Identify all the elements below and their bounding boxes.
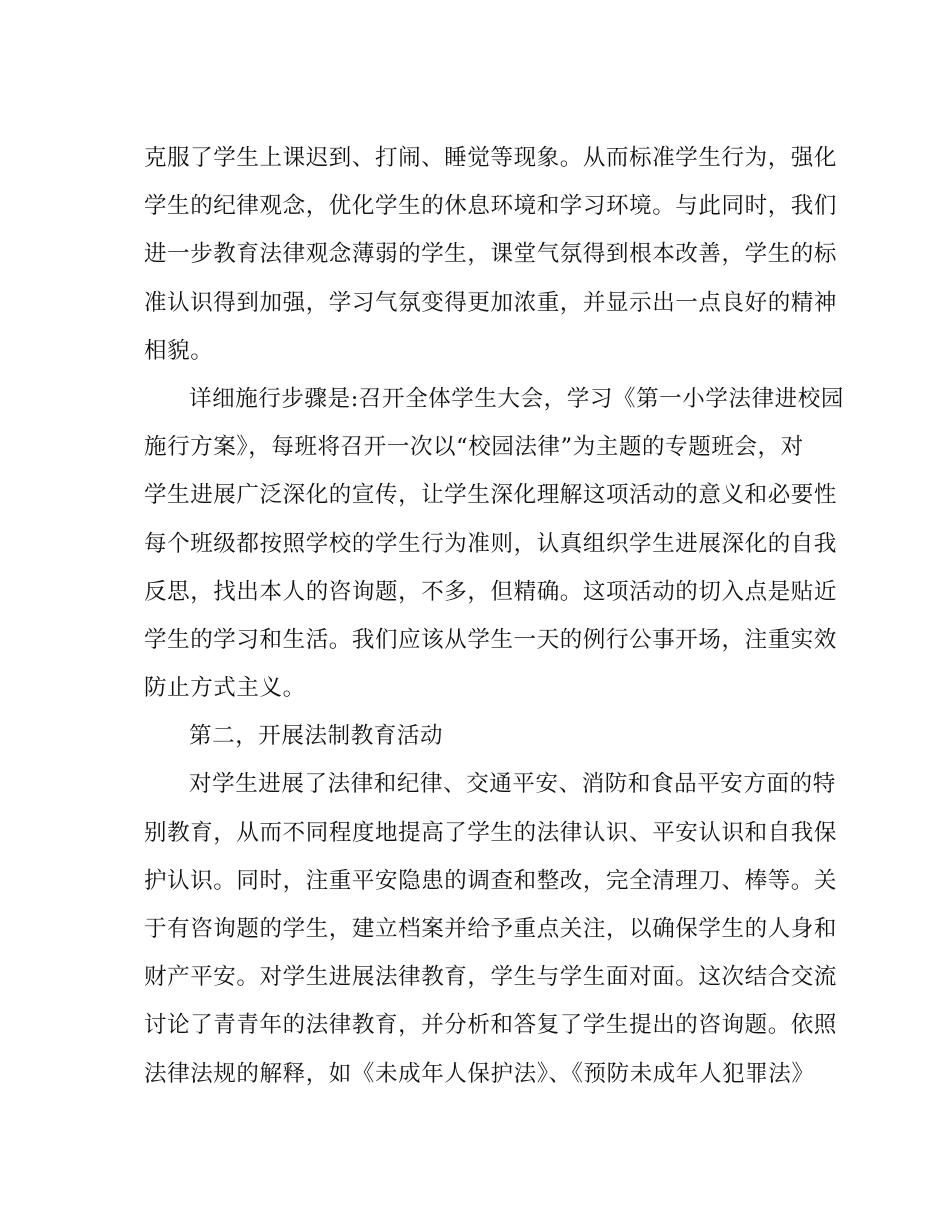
text-line: 于有咨询题的学生，建立档案并给予重点关注，以确保学生的人身和 [144, 916, 838, 942]
text-line: 准认识得到加强，学习气氛变得更加浓重，并显示出一点良好的精神 [144, 289, 838, 316]
text-line: 学生进展广泛深化的宣传，让学生深化理解这项活动的意义和必要性 [144, 482, 838, 509]
paragraph-first-line: 对学生进展了法律和纪律、交通平安、消防和食品平安方面的特 [189, 771, 836, 798]
paragraph-first-line: 详细施行步骤是:召开全体学生大会，学习《第一小学法律进校园 [189, 385, 844, 412]
text-line: 法律法规的解释，如《未成年人保护法》、《预防未成年人犯罪法》 [144, 1060, 815, 1087]
text-line: 每个班级都按照学校的学生行为准则，认真组织学生进展深化的自我 [144, 530, 838, 557]
text-line: 讨论了青青年的法律教育，并分析和答复了学生提出的咨询题。依照 [144, 1012, 838, 1039]
text-line: 学生的学习和生活。我们应该从学生一天的例行公事开场，注重实效 [144, 626, 838, 653]
text-line: 别教育，从而不同程度地提高了学生的法律认识、平安认识和自我保 [144, 819, 838, 846]
text-line: 财产平安。对学生进展法律教育，学生与学生面对面。这次结合交流 [144, 964, 838, 991]
section-heading: 第二，开展法制教育活动 [189, 723, 444, 750]
document-body [144, 134, 844, 1098]
text-line: 施行方案》，每班将召开一次以“校园法律”为主题的专题班会，对 [144, 434, 804, 461]
text-line: 学生的纪律观念，优化学生的休息环境和学习环境。与此同时，我们 [144, 193, 838, 220]
text-line: 相貌。 [144, 337, 214, 364]
text-line: 反思，找出本人的咨询题，不多，但精确。这项活动的切入点是贴近 [144, 578, 838, 605]
text-line: 护认识。同时，注重平安隐患的调查和整改，完全清理刀、棒等。关 [144, 867, 838, 894]
text-line: 克服了学生上课迟到、打闹、睡觉等现象。从而标准学生行为，强化 [144, 145, 838, 171]
text-line: 防止方式主义。 [144, 675, 306, 702]
text-line: 进一步教育法律观念薄弱的学生，课堂气氛得到根本改善，学生的标 [144, 241, 838, 268]
